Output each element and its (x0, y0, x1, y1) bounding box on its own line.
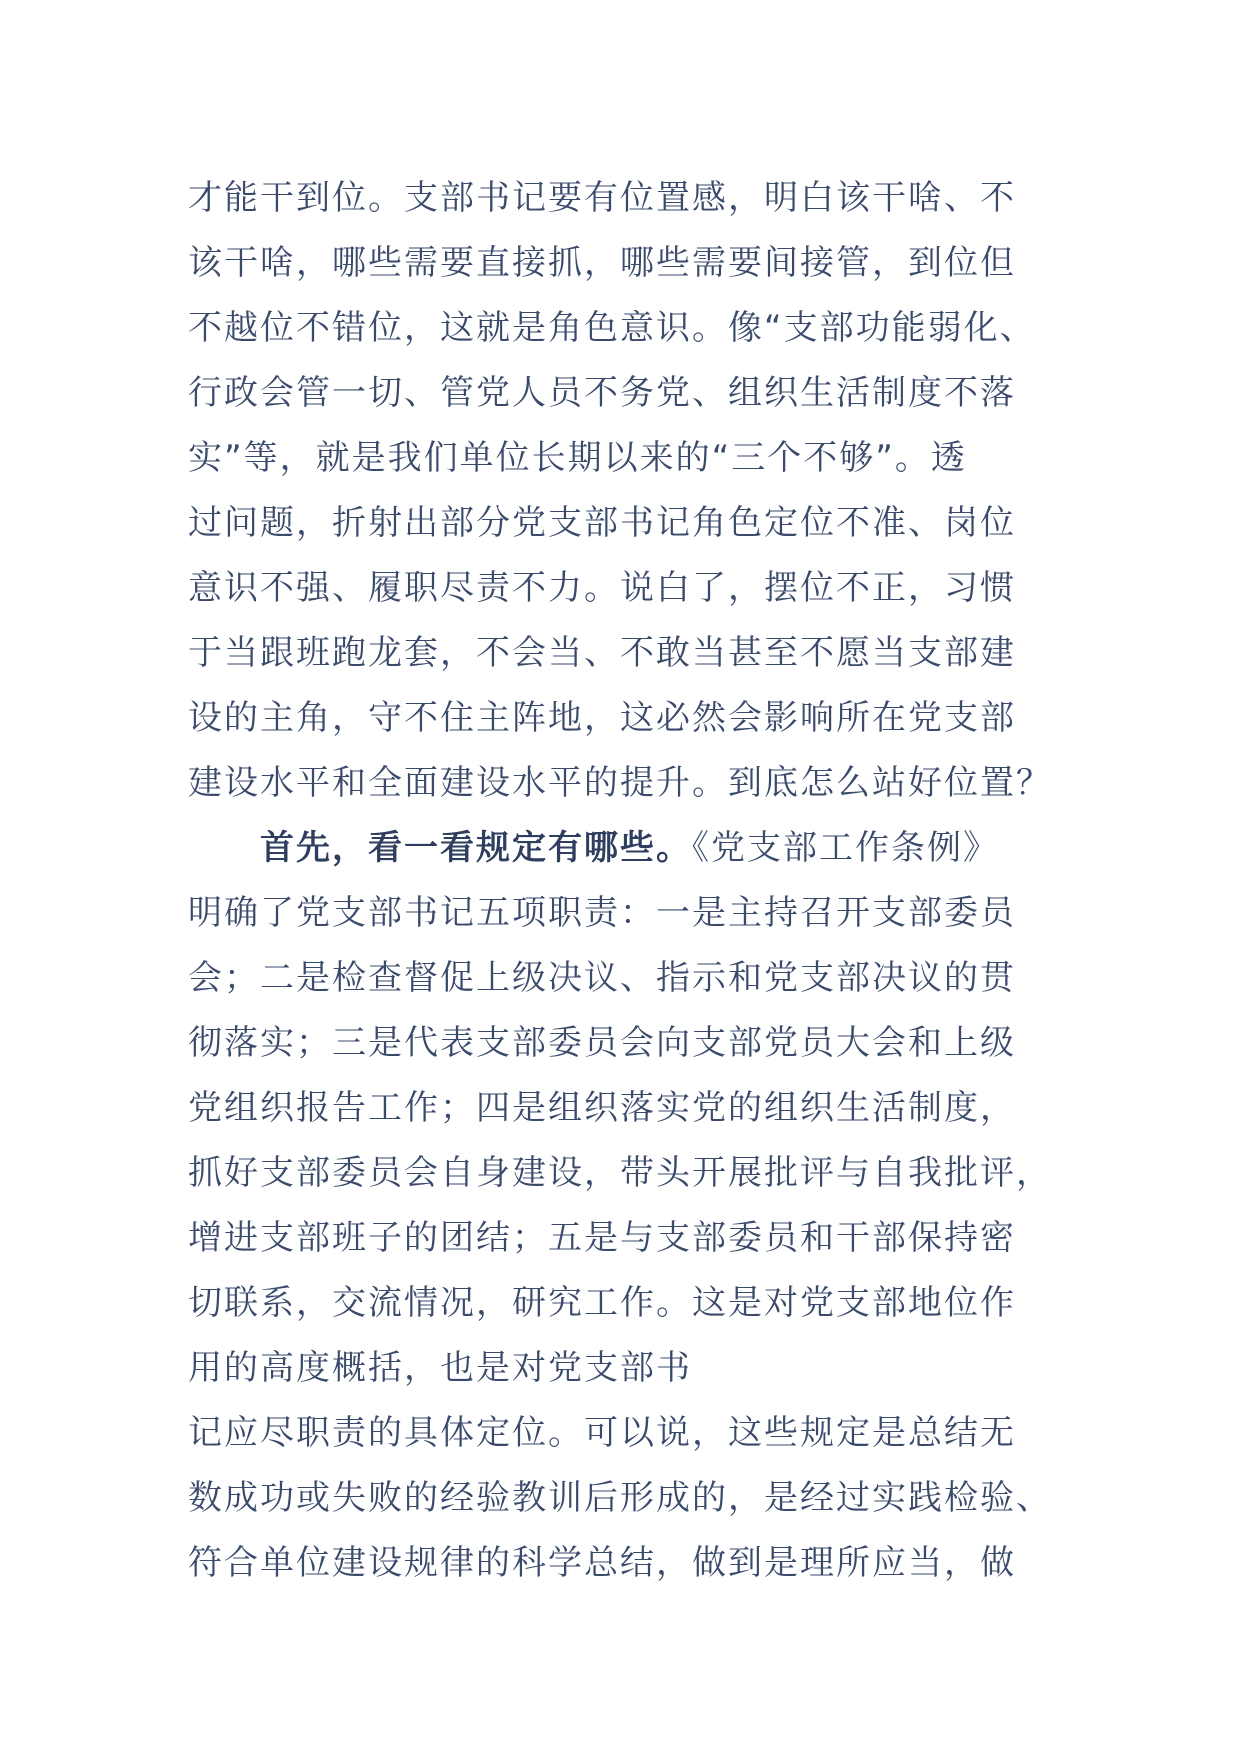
text-line: 记应尽职责的具体定位。可以说，这些规定是总结无 (188, 1413, 1016, 1453)
text-line: 该干啥，哪些需要直接抓，哪些需要间接管，到位但 (188, 243, 1016, 283)
text-line: 数成功或失败的经验教训后形成的，是经过实践检验、 (188, 1478, 1052, 1518)
text-line: 切联系，交流情况，研究工作。这是对党支部地位作 (188, 1283, 1016, 1323)
text-line: 增进支部班子的团结；五是与支部委员和干部保持密 (188, 1218, 1016, 1258)
text-line: 符合单位建设规律的科学总结，做到是理所应当，做 (188, 1543, 1016, 1583)
document-body (188, 166, 1088, 1596)
text-line: 实”等，就是我们单位长期以来的“三个不够”。透 (188, 438, 967, 478)
text-line: 彻落实；三是代表支部委员会向支部党员大会和上级 (188, 1023, 1016, 1063)
text-line: 明确了党支部书记五项职责：一是主持召开支部委员 (188, 893, 1016, 933)
text-line: 才能干到位。支部书记要有位置感，明白该干啥、不 (188, 178, 1016, 218)
text-line: 建设水平和全面建设水平的提升。到底怎么站好位置？ (188, 763, 1052, 803)
paragraph-first-line-rest: 《党支部工作条例》 (692, 828, 999, 868)
text-line: 抓好支部委员会自身建设，带头开展批评与自我批评， (188, 1153, 1052, 1193)
text-line: 设的主角，守不住主阵地，这必然会影响所在党支部 (188, 698, 1016, 738)
text-line: 党组织报告工作；四是组织落实党的组织生活制度， (188, 1088, 1016, 1128)
text-line: 不越位不错位，这就是角色意识。像“支部功能弱化、 (188, 308, 1036, 348)
text-line: 行政会管一切、管党人员不务党、组织生活制度不落 (188, 373, 1016, 413)
text-line: 于当跟班跑龙套，不会当、不敢当甚至不愿当支部建 (188, 633, 1016, 673)
paragraph-heading: 首先，看一看规定有哪些。 (260, 828, 692, 868)
paragraph-first-line (188, 816, 1088, 881)
text-line: 会；二是检查督促上级决议、指示和党支部决议的贯 (188, 958, 1016, 998)
text-line: 用的高度概括，也是对党支部书 (188, 1348, 692, 1388)
text-line: 意识不强、履职尽责不力。说白了，摆位不正，习惯 (188, 568, 1016, 608)
text-line: 过问题，折射出部分党支部书记角色定位不准、岗位 (188, 503, 1016, 543)
